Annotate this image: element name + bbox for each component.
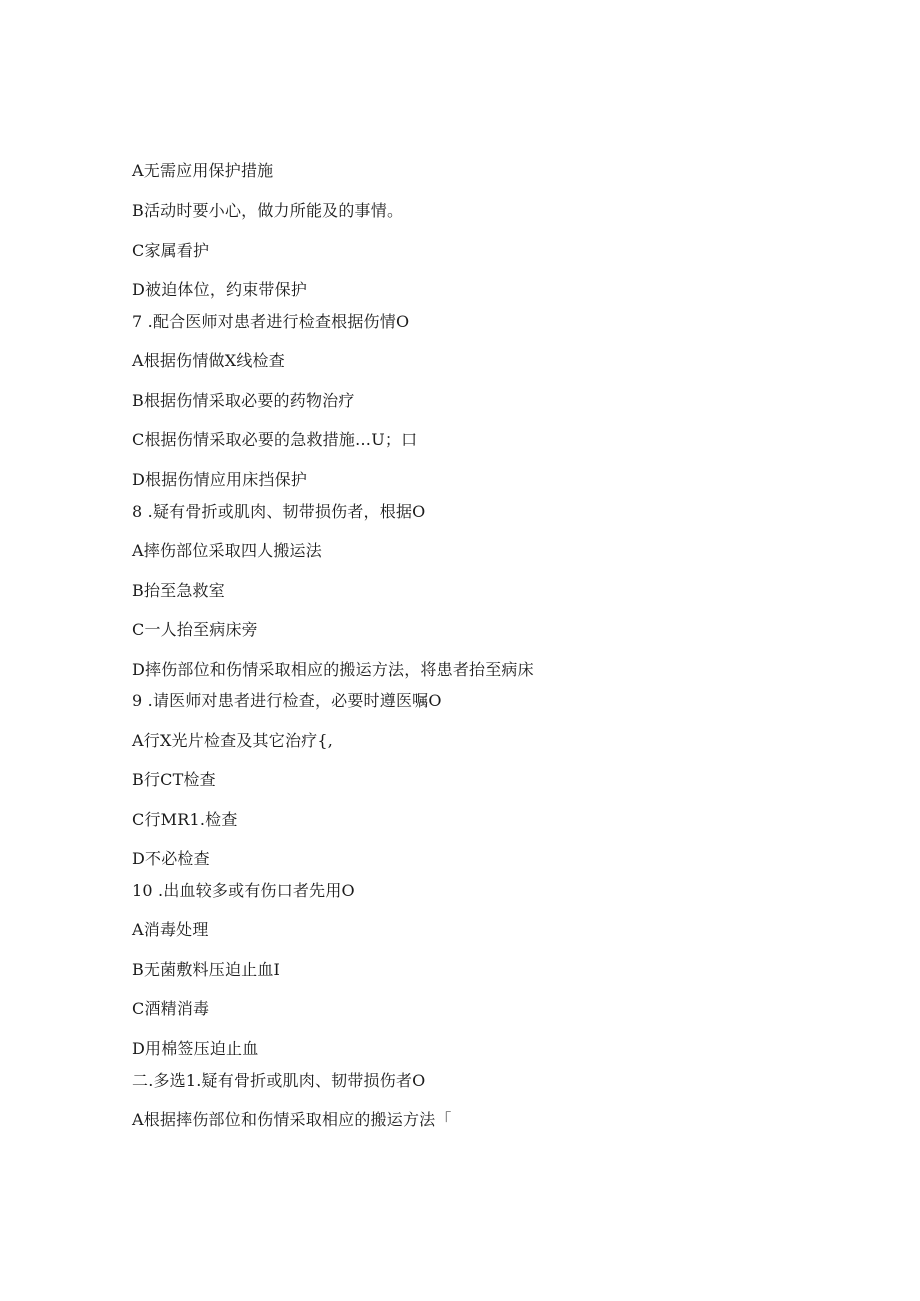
question-9: 9 .请医师对患者进行检查，必要时遵医嘱O: [132, 691, 442, 710]
question-10: 10 .出血较多或有伤口者先用O: [132, 881, 355, 900]
option-d-q9: D不必检查: [132, 849, 210, 868]
option-c-q9: C行MR1.检查: [132, 810, 238, 829]
option-a-q7: A根据伤情做X线检查: [132, 351, 285, 370]
option-b-q8: B抬至急救室: [132, 581, 225, 600]
option-a-multi-1: A根据摔伤部位和伤情采取相应的搬运方法「: [132, 1110, 452, 1129]
option-d-q6: D被迫体位，约束带保护: [132, 280, 308, 299]
option-c-q8: C一人抬至病床旁: [132, 620, 258, 639]
option-d-q7: D根据伤情应用床挡保护: [132, 470, 308, 489]
option-b-q10: B无菌敷料压迫止血I: [132, 960, 281, 979]
option-a-q6: A无需应用保护措施: [132, 161, 274, 180]
option-d-q10: D用棉签压迫止血: [132, 1039, 259, 1058]
option-b-q6: B活动时要小心，做力所能及的事情。: [132, 201, 404, 220]
question-8: 8 .疑有骨折或肌肉、韧带损伤者，根据O: [132, 502, 426, 521]
option-c-q7: C根据伤情采取必要的急救措施…U；口: [132, 430, 418, 449]
option-a-q9: A行X光片检查及其它治疗{,: [132, 731, 334, 750]
option-a-q10: A消毒处理: [132, 920, 209, 939]
question-7: 7 .配合医师对患者进行检查根据伤情O: [132, 312, 410, 331]
option-c-q6: C家属看护: [132, 241, 210, 260]
section-multi-select-question-1: 二.多选1.疑有骨折或肌肉、韧带损伤者O: [132, 1071, 426, 1090]
option-a-q8: A摔伤部位采取四人搬运法: [132, 541, 322, 560]
option-d-q8: D摔伤部位和伤情采取相应的搬运方法，将患者抬至病床: [132, 660, 534, 679]
option-c-q10: C酒精消毒: [132, 999, 210, 1018]
option-b-q7: B根据伤情采取必要的药物治疗: [132, 391, 355, 410]
option-b-q9: B行CT检查: [132, 770, 216, 789]
